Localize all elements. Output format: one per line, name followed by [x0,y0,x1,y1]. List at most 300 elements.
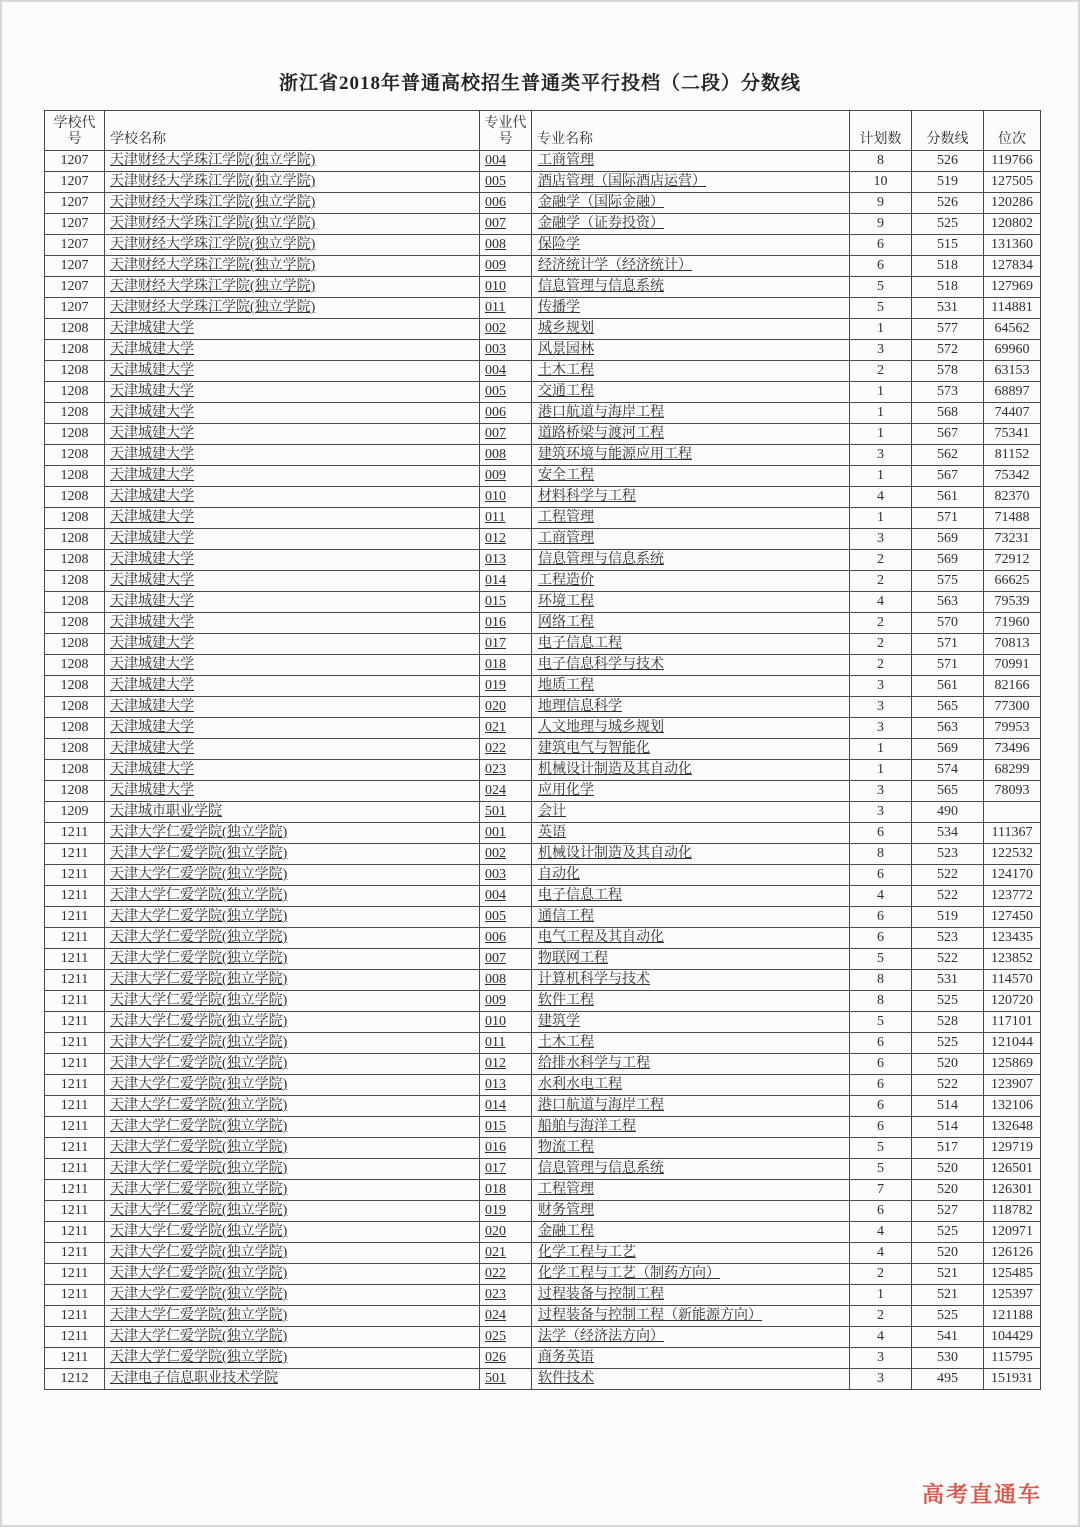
cell-major-name: 环境工程 [532,592,850,613]
cell-school-name: 天津大学仁爱学院(独立学院) [105,1348,480,1369]
cell-score-line: 519 [912,907,984,928]
cell-score-line: 531 [912,298,984,319]
cell-major-code: 015 [480,1117,532,1138]
cell-major-name: 物联网工程 [532,949,850,970]
table-row [45,193,1041,214]
cell-major-name: 建筑环境与能源应用工程 [532,445,850,466]
cell-school-code: 1208 [45,634,105,655]
cell-rank: 117101 [984,1012,1041,1033]
cell-plan-count: 4 [850,592,912,613]
cell-plan-count: 2 [850,613,912,634]
table-row [45,1117,1041,1138]
cell-school-code: 1211 [45,970,105,991]
cell-score-line: 519 [912,172,984,193]
cell-score-line: 490 [912,802,984,823]
cell-plan-count: 2 [850,361,912,382]
cell-school-name: 天津大学仁爱学院(独立学院) [105,865,480,886]
cell-major-name: 工程管理 [532,1180,850,1201]
cell-score-line: 514 [912,1096,984,1117]
cell-major-code: 023 [480,760,532,781]
cell-rank: 123852 [984,949,1041,970]
cell-school-code: 1207 [45,235,105,256]
cell-major-code: 011 [480,508,532,529]
cell-score-line: 562 [912,445,984,466]
cell-major-name: 商务英语 [532,1348,850,1369]
cell-major-name: 土木工程 [532,361,850,382]
cell-major-code: 013 [480,550,532,571]
cell-major-name: 保险学 [532,235,850,256]
cell-school-name: 天津财经大学珠江学院(独立学院) [105,256,480,277]
cell-major-code: 021 [480,1243,532,1264]
cell-score-line: 567 [912,466,984,487]
cell-major-name: 电子信息科学与技术 [532,655,850,676]
cell-major-name: 通信工程 [532,907,850,928]
cell-major-code: 002 [480,319,532,340]
cell-major-name: 建筑学 [532,1012,850,1033]
table-row [45,1138,1041,1159]
cell-school-name: 天津大学仁爱学院(独立学院) [105,1075,480,1096]
cell-score-line: 569 [912,529,984,550]
cell-school-code: 1208 [45,676,105,697]
cell-rank: 124170 [984,865,1041,886]
cell-score-line: 523 [912,844,984,865]
table-row [45,718,1041,739]
cell-school-code: 1211 [45,1159,105,1180]
cell-rank: 118782 [984,1201,1041,1222]
table-header-row [45,111,1041,151]
cell-plan-count: 1 [850,739,912,760]
cell-major-name: 船舶与海洋工程 [532,1117,850,1138]
cell-major-name: 网络工程 [532,613,850,634]
cell-rank: 151931 [984,1369,1041,1390]
cell-school-code: 1211 [45,1327,105,1348]
cell-score-line: 571 [912,655,984,676]
cell-school-code: 1208 [45,361,105,382]
cell-plan-count: 3 [850,1369,912,1390]
cell-school-code: 1211 [45,886,105,907]
table-row [45,361,1041,382]
cell-school-code: 1208 [45,508,105,529]
cell-school-code: 1211 [45,1033,105,1054]
cell-score-line: 563 [912,718,984,739]
table-row [45,256,1041,277]
cell-school-name: 天津财经大学珠江学院(独立学院) [105,235,480,256]
cell-rank: 114570 [984,970,1041,991]
cell-score-line: 527 [912,1201,984,1222]
cell-school-name: 天津城建大学 [105,760,480,781]
cell-score-line: 520 [912,1243,984,1264]
cell-major-name: 港口航道与海岸工程 [532,403,850,424]
cell-rank: 127450 [984,907,1041,928]
table-row [45,508,1041,529]
cell-major-code: 010 [480,1012,532,1033]
cell-plan-count: 1 [850,1285,912,1306]
table-row [45,613,1041,634]
cell-school-name: 天津财经大学珠江学院(独立学院) [105,193,480,214]
table-row [45,1327,1041,1348]
cell-score-line: 570 [912,613,984,634]
score-table-body [45,151,1041,1390]
cell-rank: 132648 [984,1117,1041,1138]
cell-school-name: 天津城建大学 [105,340,480,361]
cell-plan-count: 6 [850,823,912,844]
cell-major-name: 地质工程 [532,676,850,697]
cell-score-line: 531 [912,970,984,991]
cell-school-code: 1208 [45,445,105,466]
cell-major-name: 城乡规划 [532,319,850,340]
cell-school-name: 天津城建大学 [105,424,480,445]
cell-major-name: 软件工程 [532,991,850,1012]
cell-rank: 125485 [984,1264,1041,1285]
cell-school-name: 天津大学仁爱学院(独立学院) [105,1306,480,1327]
cell-rank: 104429 [984,1327,1041,1348]
cell-plan-count: 2 [850,571,912,592]
cell-plan-count: 2 [850,1306,912,1327]
cell-rank: 121188 [984,1306,1041,1327]
cell-plan-count: 3 [850,340,912,361]
header-major-code: 专业代号 [480,111,532,151]
cell-rank: 71960 [984,613,1041,634]
table-row [45,424,1041,445]
cell-rank: 125869 [984,1054,1041,1075]
cell-rank: 73496 [984,739,1041,760]
cell-school-name: 天津大学仁爱学院(独立学院) [105,1285,480,1306]
cell-school-code: 1208 [45,760,105,781]
cell-rank: 75341 [984,424,1041,445]
cell-school-code: 1211 [45,907,105,928]
cell-rank: 120286 [984,193,1041,214]
table-row [45,655,1041,676]
cell-rank: 125397 [984,1285,1041,1306]
cell-school-name: 天津大学仁爱学院(独立学院) [105,928,480,949]
cell-school-code: 1211 [45,1285,105,1306]
cell-rank: 78093 [984,781,1041,802]
cell-major-name: 物流工程 [532,1138,850,1159]
cell-major-name: 英语 [532,823,850,844]
table-row [45,1369,1041,1390]
cell-major-code: 010 [480,277,532,298]
cell-plan-count: 9 [850,193,912,214]
cell-school-code: 1207 [45,172,105,193]
table-row [45,823,1041,844]
cell-school-name: 天津城建大学 [105,445,480,466]
cell-school-code: 1207 [45,214,105,235]
cell-score-line: 525 [912,1033,984,1054]
cell-school-name: 天津大学仁爱学院(独立学院) [105,1096,480,1117]
table-row [45,1201,1041,1222]
cell-major-name: 建筑电气与智能化 [532,739,850,760]
cell-rank: 127505 [984,172,1041,193]
cell-school-code: 1208 [45,340,105,361]
cell-school-code: 1208 [45,739,105,760]
cell-major-code: 004 [480,361,532,382]
cell-major-name: 财务管理 [532,1201,850,1222]
cell-rank: 120802 [984,214,1041,235]
cell-score-line: 522 [912,886,984,907]
table-row [45,1348,1041,1369]
cell-score-line: 571 [912,508,984,529]
table-row [45,1285,1041,1306]
cell-major-code: 005 [480,382,532,403]
cell-school-code: 1208 [45,697,105,718]
cell-rank: 127834 [984,256,1041,277]
cell-school-name: 天津城建大学 [105,361,480,382]
table-row [45,970,1041,991]
cell-major-name: 工程造价 [532,571,850,592]
cell-school-name: 天津城建大学 [105,508,480,529]
cell-major-name: 传播学 [532,298,850,319]
table-row [45,445,1041,466]
cell-plan-count: 1 [850,508,912,529]
cell-school-code: 1211 [45,1348,105,1369]
cell-plan-count: 6 [850,1096,912,1117]
cell-school-code: 1208 [45,466,105,487]
cell-school-name: 天津城建大学 [105,781,480,802]
cell-major-code: 012 [480,1054,532,1075]
cell-major-code: 011 [480,1033,532,1054]
cell-score-line: 520 [912,1159,984,1180]
cell-major-name: 电子信息工程 [532,634,850,655]
cell-school-code: 1208 [45,592,105,613]
cell-school-name: 天津大学仁爱学院(独立学院) [105,823,480,844]
cell-school-name: 天津财经大学珠江学院(独立学院) [105,151,480,172]
cell-major-name: 金融学（证券投资） [532,214,850,235]
cell-score-line: 522 [912,949,984,970]
cell-rank: 74407 [984,403,1041,424]
cell-major-code: 501 [480,1369,532,1390]
cell-plan-count: 3 [850,697,912,718]
cell-plan-count: 2 [850,655,912,676]
cell-major-name: 自动化 [532,865,850,886]
table-row [45,571,1041,592]
cell-score-line: 563 [912,592,984,613]
cell-major-code: 004 [480,886,532,907]
cell-rank: 64562 [984,319,1041,340]
cell-plan-count: 3 [850,781,912,802]
cell-major-name: 安全工程 [532,466,850,487]
cell-major-code: 016 [480,613,532,634]
cell-major-name: 化学工程与工艺（制药方向） [532,1264,850,1285]
cell-school-name: 天津大学仁爱学院(独立学院) [105,886,480,907]
cell-major-code: 024 [480,781,532,802]
cell-major-name: 水利水电工程 [532,1075,850,1096]
table-row [45,907,1041,928]
cell-score-line: 525 [912,1222,984,1243]
cell-school-name: 天津城建大学 [105,613,480,634]
cell-score-line: 575 [912,571,984,592]
cell-score-line: 520 [912,1180,984,1201]
cell-plan-count: 5 [850,298,912,319]
cell-score-line: 534 [912,823,984,844]
cell-plan-count: 10 [850,172,912,193]
cell-major-code: 014 [480,1096,532,1117]
cell-school-code: 1207 [45,277,105,298]
cell-rank: 68897 [984,382,1041,403]
cell-school-code: 1208 [45,529,105,550]
table-row [45,151,1041,172]
cell-rank: 122532 [984,844,1041,865]
cell-plan-count: 6 [850,1075,912,1096]
cell-major-code: 008 [480,235,532,256]
table-row [45,1222,1041,1243]
table-row [45,928,1041,949]
cell-major-name: 金融学（国际金融） [532,193,850,214]
cell-major-code: 021 [480,718,532,739]
table-row [45,529,1041,550]
cell-plan-count: 6 [850,235,912,256]
cell-major-name: 信息管理与信息系统 [532,550,850,571]
cell-rank: 82370 [984,487,1041,508]
cell-plan-count: 9 [850,214,912,235]
cell-major-name: 酒店管理（国际酒店运营） [532,172,850,193]
cell-major-code: 020 [480,1222,532,1243]
cell-rank: 70813 [984,634,1041,655]
cell-major-name: 计算机科学与技术 [532,970,850,991]
cell-plan-count: 1 [850,760,912,781]
cell-score-line: 561 [912,487,984,508]
cell-school-code: 1211 [45,844,105,865]
cell-score-line: 522 [912,1075,984,1096]
cell-rank: 120720 [984,991,1041,1012]
cell-school-name: 天津城建大学 [105,697,480,718]
header-major-name: 专业名称 [532,111,850,151]
cell-score-line: 565 [912,781,984,802]
table-row [45,1306,1041,1327]
cell-score-line: 523 [912,928,984,949]
cell-plan-count: 3 [850,1348,912,1369]
cell-school-code: 1211 [45,1054,105,1075]
cell-major-name: 给排水科学与工程 [532,1054,850,1075]
table-row [45,550,1041,571]
cell-rank: 79539 [984,592,1041,613]
cell-score-line: 574 [912,760,984,781]
cell-score-line: 495 [912,1369,984,1390]
table-row [45,844,1041,865]
cell-score-line: 526 [912,151,984,172]
cell-rank: 111367 [984,823,1041,844]
cell-school-code: 1211 [45,1075,105,1096]
cell-rank: 70991 [984,655,1041,676]
cell-school-code: 1211 [45,865,105,886]
table-row [45,802,1041,823]
cell-major-code: 018 [480,655,532,676]
cell-major-code: 010 [480,487,532,508]
cell-plan-count: 8 [850,991,912,1012]
table-row [45,949,1041,970]
cell-plan-count: 2 [850,634,912,655]
cell-plan-count: 6 [850,1201,912,1222]
cell-school-code: 1207 [45,256,105,277]
cell-school-name: 天津城建大学 [105,739,480,760]
header-score-line: 分数线 [912,111,984,151]
cell-major-code: 022 [480,739,532,760]
cell-major-code: 008 [480,970,532,991]
cell-school-code: 1211 [45,991,105,1012]
cell-school-name: 天津大学仁爱学院(独立学院) [105,1117,480,1138]
cell-school-code: 1207 [45,151,105,172]
cell-major-name: 土木工程 [532,1033,850,1054]
cell-plan-count: 1 [850,382,912,403]
cell-score-line: 569 [912,550,984,571]
table-row [45,277,1041,298]
cell-rank: 77300 [984,697,1041,718]
cell-plan-count: 8 [850,844,912,865]
cell-plan-count: 3 [850,676,912,697]
cell-rank: 126126 [984,1243,1041,1264]
cell-plan-count: 2 [850,550,912,571]
cell-school-code: 1208 [45,781,105,802]
table-row [45,1096,1041,1117]
cell-score-line: 518 [912,256,984,277]
cell-rank: 75342 [984,466,1041,487]
cell-plan-count: 5 [850,1138,912,1159]
cell-score-line: 528 [912,1012,984,1033]
cell-rank: 72912 [984,550,1041,571]
table-row [45,1075,1041,1096]
cell-major-name: 人文地理与城乡规划 [532,718,850,739]
cell-score-line: 525 [912,1306,984,1327]
cell-school-name: 天津城建大学 [105,634,480,655]
cell-score-line: 568 [912,403,984,424]
cell-school-name: 天津大学仁爱学院(独立学院) [105,1327,480,1348]
cell-major-name: 工商管理 [532,151,850,172]
cell-major-name: 风景园林 [532,340,850,361]
cell-plan-count: 3 [850,718,912,739]
cell-major-name: 经济统计学（经济统计） [532,256,850,277]
cell-major-name: 会计 [532,802,850,823]
cell-school-name: 天津大学仁爱学院(独立学院) [105,1201,480,1222]
cell-major-code: 024 [480,1306,532,1327]
cell-major-code: 007 [480,214,532,235]
cell-school-name: 天津电子信息职业技术学院 [105,1369,480,1390]
cell-major-name: 地理信息科学 [532,697,850,718]
table-row [45,487,1041,508]
cell-score-line: 571 [912,634,984,655]
cell-score-line: 517 [912,1138,984,1159]
cell-major-code: 001 [480,823,532,844]
table-row [45,235,1041,256]
cell-major-code: 016 [480,1138,532,1159]
cell-rank [984,802,1041,823]
cell-rank: 66625 [984,571,1041,592]
cell-rank: 79953 [984,718,1041,739]
cell-school-name: 天津大学仁爱学院(独立学院) [105,949,480,970]
table-row [45,760,1041,781]
cell-score-line: 572 [912,340,984,361]
cell-school-name: 天津大学仁爱学院(独立学院) [105,1138,480,1159]
cell-major-code: 019 [480,1201,532,1222]
cell-plan-count: 8 [850,970,912,991]
cell-school-code: 1208 [45,403,105,424]
cell-rank: 123907 [984,1075,1041,1096]
cell-school-code: 1208 [45,718,105,739]
cell-plan-count: 1 [850,466,912,487]
cell-school-name: 天津大学仁爱学院(独立学院) [105,1222,480,1243]
cell-school-code: 1208 [45,424,105,445]
cell-rank: 123435 [984,928,1041,949]
cell-major-code: 015 [480,592,532,613]
cell-score-line: 569 [912,739,984,760]
cell-plan-count: 1 [850,319,912,340]
cell-plan-count: 6 [850,1054,912,1075]
cell-major-code: 002 [480,844,532,865]
cell-score-line: 565 [912,697,984,718]
cell-score-line: 514 [912,1117,984,1138]
cell-school-code: 1207 [45,298,105,319]
cell-major-name: 信息管理与信息系统 [532,277,850,298]
cell-school-name: 天津城建大学 [105,529,480,550]
cell-major-name: 信息管理与信息系统 [532,1159,850,1180]
